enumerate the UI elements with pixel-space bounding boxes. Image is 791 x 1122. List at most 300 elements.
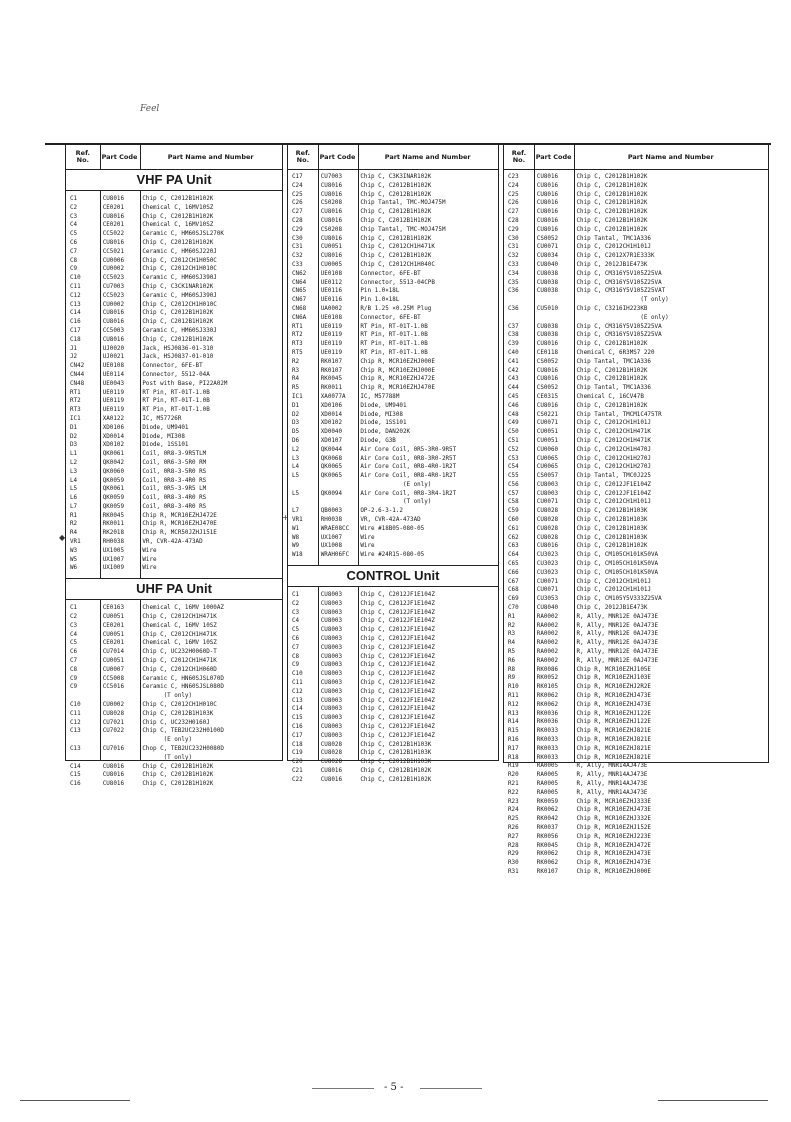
part-code: XD0102 — [102, 442, 124, 449]
part-code: CU7021 — [102, 719, 124, 726]
part-code: CU8016 — [536, 376, 559, 383]
parts-row — [288, 173, 498, 182]
part-name: Chip C, CM316Y5V105Z25VA — [576, 270, 662, 277]
ref-number: C30 — [508, 235, 519, 242]
ref-number: C11 — [70, 710, 81, 717]
part-name: Chip C, C2012B1H102K — [576, 341, 648, 348]
part-code: CU8040 — [536, 605, 559, 612]
part-name: RT Pin, RT-01T-1.0B — [360, 323, 428, 330]
part-code: CU8003 — [320, 600, 343, 607]
part-name: Chip R, MCR10EZHJ473E — [576, 851, 651, 858]
ref-number: C14 — [70, 310, 81, 317]
part-name: Chip C, C2012B1H102K — [576, 182, 648, 189]
part-code: CU7014 — [102, 649, 124, 656]
parts-row — [504, 771, 768, 780]
part-name: Chip C, C2012JF1E104Z — [360, 592, 435, 599]
part-name: Chemical C, 6R3MS7 220 — [576, 349, 655, 356]
part-code: CU8028 — [536, 508, 559, 515]
part-name: Chip C, C2012B1H102K — [576, 402, 648, 409]
parts-list — [66, 600, 282, 792]
part-name: Ceramic C, HM60SJ390J — [142, 275, 217, 282]
parts-row — [504, 393, 768, 402]
parts-row — [504, 323, 768, 332]
part-name: Chip R, MCR10EZHJ472E — [360, 376, 435, 383]
bottom-line-left — [20, 1100, 130, 1101]
part-code: XA0077A — [320, 393, 346, 400]
part-code: RA0002 — [536, 657, 559, 664]
parts-row — [288, 305, 498, 314]
part-name: Chip C, C2012B1H103K — [360, 759, 432, 766]
parts-row — [288, 367, 498, 376]
part-code: CE0201 — [102, 622, 124, 629]
part-code: CU8016 — [102, 763, 124, 770]
part-code: CC5021 — [102, 248, 124, 255]
parts-row — [66, 441, 282, 450]
part-code: UJ0021 — [102, 354, 124, 361]
part-name: Diode, 1SS101 — [142, 442, 189, 449]
part-code: CU8003 — [320, 732, 343, 739]
part-code: CU8003 — [320, 627, 343, 634]
ref-number: C18 — [70, 336, 81, 343]
part-name: Ceramic C, HN60SJSL080D — [142, 684, 224, 691]
parts-row — [288, 490, 498, 499]
ref-number: C44 — [508, 385, 519, 392]
part-code: CS0052 — [536, 385, 559, 392]
part-name: Chip C, C2012B1H102K — [142, 763, 214, 770]
part-code: RH0038 — [320, 517, 343, 524]
part-name: Chip R, MCR10EZHJ473E — [576, 860, 651, 867]
part-code: CU8003 — [320, 715, 343, 722]
parts-row — [288, 591, 498, 600]
ref-number: C15 — [292, 715, 303, 722]
ref-number: C61 — [508, 525, 519, 532]
ref-number: C50 — [508, 429, 519, 436]
section-title: CONTROL Unit — [288, 565, 498, 587]
part-name: Connector, 6FE-BT — [142, 363, 203, 370]
part-name: Chip R, MCR10EZHJ000E — [360, 367, 435, 374]
ref-number: L4 — [70, 477, 78, 484]
part-code: CS0052 — [536, 358, 559, 365]
ref-number: C9 — [70, 684, 78, 691]
column-header — [288, 145, 498, 170]
part-code: RK0107 — [320, 358, 343, 365]
column-divider — [318, 145, 319, 760]
parts-row — [66, 292, 282, 301]
part-code: QK0044 — [320, 446, 343, 453]
part-code: CU0051 — [536, 429, 559, 436]
part-code: UX1007 — [320, 534, 343, 541]
part-code: CU8016 — [102, 310, 124, 317]
part-name: Ceramic C, HM60SJ220J — [142, 248, 217, 255]
ref-number: C69 — [508, 596, 519, 603]
part-code: CU8003 — [320, 662, 343, 669]
column-divider — [140, 145, 141, 760]
ref-number: R27 — [508, 833, 519, 840]
ref-number: R18 — [508, 754, 519, 761]
part-name: Wire — [360, 543, 375, 550]
part-name: Chip C, C2012B1H103K — [576, 525, 648, 532]
parts-row — [66, 230, 282, 239]
parts-row — [504, 762, 768, 771]
parts-row — [66, 494, 282, 503]
parts-row — [66, 353, 282, 362]
binding-mark-mid: + — [282, 513, 289, 522]
parts-row — [288, 279, 498, 288]
ref-number: C29 — [292, 226, 303, 233]
parts-row — [504, 674, 768, 683]
part-name: Chip C, 2012JB1E473K — [576, 261, 648, 268]
parts-row — [288, 749, 498, 758]
parts-row — [66, 745, 282, 754]
ref-number: C9 — [70, 266, 78, 273]
ref-number: C1 — [292, 592, 300, 599]
parts-row — [66, 345, 282, 354]
parts-list — [288, 587, 498, 788]
ref-number: C30 — [292, 235, 303, 242]
parts-row — [504, 578, 768, 587]
parts-row — [288, 446, 498, 455]
part-name: Chip R, MCR10EZHJ2R2E — [576, 684, 651, 691]
ref-number — [288, 498, 318, 507]
ref-number: C3 — [70, 622, 78, 629]
parts-row — [288, 551, 498, 560]
parts-row — [288, 419, 498, 428]
ref-number: C49 — [508, 420, 519, 427]
ref-number: W18 — [292, 552, 303, 559]
ref-number: C8 — [70, 257, 78, 264]
part-code: CE0201 — [102, 640, 124, 647]
parts-row — [66, 639, 282, 648]
part-code: UJ0020 — [102, 345, 124, 352]
part-code — [318, 498, 358, 507]
part-code: CU8028 — [102, 710, 124, 717]
binding-mark-left: ◆ — [59, 533, 66, 542]
ref-number: R22 — [508, 789, 519, 796]
parts-row — [504, 252, 768, 261]
part-code: CU8016 — [320, 191, 343, 198]
part-name: Chip C, C2012CH1H010C — [142, 702, 217, 709]
part-code: CU8016 — [320, 209, 343, 216]
part-code: CU8028 — [320, 750, 343, 757]
part-code: CC5016 — [102, 684, 124, 691]
column-header — [504, 145, 768, 170]
part-name: Chip C, C2012JF1E104Z — [360, 732, 435, 739]
part-name: Chip C, C2012B1H102K — [576, 226, 648, 233]
ref-number: C33 — [292, 261, 303, 268]
part-code: CU8016 — [536, 226, 559, 233]
part-name: Chip C, C2012B1H102K — [142, 336, 214, 343]
part-name: Chip C, C2012CH1H471K — [360, 244, 435, 251]
part-code: XD0106 — [320, 402, 343, 409]
parts-row — [66, 556, 282, 565]
part-name: Chip R, MCR10EZHJ470E — [142, 521, 217, 528]
part-name: Chip C, C2012CH1H060D — [142, 666, 217, 673]
ref-number: R19 — [508, 763, 519, 770]
parts-row — [66, 265, 282, 274]
parts-row — [288, 437, 498, 446]
part-name: Chemical C, 16MV10SZ — [142, 204, 214, 211]
parts-row — [66, 503, 282, 512]
part-code: CU0002 — [102, 266, 124, 273]
ref-number: C67 — [508, 578, 519, 585]
ref-number: C1 — [70, 196, 78, 202]
parts-row — [288, 314, 498, 323]
part-name: Pin 1.0×18L — [360, 288, 400, 295]
part-name: Chip R, MCR10EZHJ473E — [576, 701, 651, 708]
part-name: Ceramic C, HM60SJSL270K — [142, 231, 224, 238]
part-name: Chip C, C2012B1H102K — [142, 310, 214, 317]
ref-number — [504, 314, 534, 323]
ref-number: R12 — [508, 701, 519, 708]
part-code: CU8003 — [320, 609, 343, 616]
ref-number: CN6A — [292, 314, 307, 321]
parts-row — [288, 542, 498, 551]
ref-number: R1 — [508, 613, 516, 620]
part-code: UE0112 — [320, 279, 343, 286]
part-code: CU0051 — [102, 614, 124, 621]
part-code: CU8003 — [320, 618, 343, 625]
part-code: XD0040 — [320, 429, 343, 436]
part-code: CU0051 — [102, 658, 124, 665]
part-code: RK0033 — [536, 754, 559, 761]
part-code: CU8003 — [320, 653, 343, 660]
parts-row — [504, 191, 768, 200]
parts-row — [504, 657, 768, 666]
part-code: UX1005 — [102, 547, 124, 554]
ref-number: C24 — [508, 182, 519, 189]
part-name: Chip Tantal, TMC-MOJ475M — [360, 226, 446, 233]
parts-row — [66, 763, 282, 772]
part-name: Chip C, C2012JF1E104Z — [360, 706, 435, 713]
parts-row — [66, 283, 282, 292]
part-code: CU8016 — [102, 239, 124, 246]
part-code: XD0014 — [102, 433, 124, 440]
part-code: CU8028 — [320, 759, 343, 766]
ref-number: L7 — [292, 508, 300, 515]
part-code: UE0114 — [102, 371, 124, 378]
part-name: RT Pin, RT-01T-1.0B — [142, 398, 210, 405]
part-name: Wire — [142, 565, 157, 572]
ref-number: W3 — [70, 547, 78, 554]
parts-row — [504, 261, 768, 270]
ref-number: W1 — [292, 525, 300, 532]
ref-number: CN62 — [292, 270, 307, 277]
part-name: Chip C, C2012CH1H471K — [142, 631, 217, 638]
part-code: RA0002 — [536, 613, 559, 620]
parts-row — [288, 534, 498, 543]
part-code: CU8034 — [536, 253, 559, 260]
ref-number: R17 — [508, 745, 519, 752]
part-code: CS0208 — [320, 226, 343, 233]
part-code: RK0062 — [536, 701, 559, 708]
part-code: CU8016 — [536, 367, 559, 374]
parts-row — [504, 507, 768, 516]
part-code — [100, 754, 140, 763]
part-code: CU0071 — [536, 244, 559, 251]
part-code: QK0060 — [102, 468, 124, 475]
parts-row — [504, 534, 768, 543]
parts-row — [288, 287, 498, 296]
part-name: R, Ally, MNR14AJ473E — [576, 763, 648, 770]
part-name: Diode, 1SS101 — [360, 420, 407, 427]
part-name: Chip C, C2012JF1E104Z — [360, 644, 435, 651]
part-code: RA0002 — [536, 649, 559, 656]
part-code: CU8028 — [536, 534, 559, 541]
ref-number: IC1 — [70, 415, 81, 422]
part-name: Connector, 6FE-BT — [360, 314, 421, 321]
parts-row — [504, 419, 768, 428]
parts-row — [66, 362, 282, 371]
ref-number: C11 — [70, 283, 81, 290]
parts-row — [66, 683, 282, 692]
part-name: Diode, UM9401 — [142, 424, 189, 431]
part-code: CE0118 — [536, 349, 559, 356]
parts-row — [66, 213, 282, 222]
ref-number: C39 — [508, 341, 519, 348]
ref-number: R9 — [508, 675, 516, 682]
part-name: Ceramic C, HM60SJ330J — [142, 327, 217, 334]
parts-row — [288, 741, 498, 750]
part-name: Chip C, C2012CH1H101J — [576, 587, 651, 594]
part-code: CU0071 — [536, 499, 559, 506]
parts-row — [288, 758, 498, 767]
part-code: CU0006 — [102, 257, 124, 264]
part-code: CU8016 — [536, 217, 559, 224]
parts-row — [66, 485, 282, 494]
parts-row — [288, 463, 498, 472]
part-name: RT Pin, RT-01T-1.0B — [142, 389, 210, 396]
bottom-line-right — [658, 1100, 768, 1101]
part-name: Air Core Coil, 0R8-3R0-2R5T — [360, 455, 457, 462]
part-code: CS0208 — [320, 200, 343, 207]
part-code: CU8038 — [536, 323, 559, 330]
part-code: RK0036 — [536, 710, 559, 717]
parts-row — [504, 604, 768, 613]
parts-row — [288, 635, 498, 644]
parts-row — [66, 666, 282, 675]
part-name: Chip R, MCR10EZHJ122E — [576, 710, 651, 717]
part-name: Chip C, C2012B1H102K — [576, 209, 648, 216]
part-name: Chip C, C2012B1H102K — [142, 781, 214, 788]
parts-row — [504, 789, 768, 798]
part-code: CU8016 — [320, 776, 343, 783]
parts-row — [504, 710, 768, 719]
ref-number: C10 — [70, 702, 81, 709]
part-name: Connector, 5512-04A — [142, 371, 210, 378]
part-code: RK0107 — [320, 367, 343, 374]
parts-row — [504, 595, 768, 604]
part-code: UE0108 — [320, 314, 343, 321]
parts-row — [504, 279, 768, 288]
part-name: Chip C, CM316Y5V105Z25VA — [576, 323, 662, 330]
part-name: Chip C, C2012B1H103K — [576, 517, 648, 524]
ref-number: C8 — [70, 666, 78, 673]
part-name: Chip C, C2012B1H103K — [576, 508, 648, 515]
part-code: CU8028 — [536, 517, 559, 524]
parts-row — [288, 226, 498, 235]
ref-number: C27 — [508, 209, 519, 216]
part-name: R, Ally, MNR14AJ473E — [576, 772, 648, 779]
part-name: Chip C, C2012JF1E104Z — [360, 671, 435, 678]
ref-number: C3 — [70, 213, 78, 220]
part-name: (T only) — [576, 297, 669, 304]
parts-row — [288, 626, 498, 635]
part-code: CU0071 — [536, 420, 559, 427]
part-code: CU8003 — [320, 680, 343, 687]
parts-row — [504, 349, 768, 358]
part-name: Chip C, C2012CH1H471K — [142, 658, 217, 665]
part-name: Chip C, C2012B1H102K — [360, 217, 432, 224]
part-name: Chip C, TEB2UC232H0100D — [142, 728, 224, 735]
part-code: CU5010 — [536, 305, 559, 312]
part-name: Chip C, C2012B1H103K — [360, 750, 432, 757]
part-code: UE0119 — [320, 323, 343, 330]
part-name: VR, CVR-42A-473AD — [360, 517, 421, 524]
part-code: UA0002 — [320, 305, 343, 312]
parts-row — [288, 323, 498, 332]
ref-number: CN42 — [70, 363, 85, 370]
parts-row — [288, 732, 498, 741]
part-code: CU3023 — [536, 552, 559, 559]
parts-row — [66, 450, 282, 459]
part-code: CC5003 — [102, 327, 124, 334]
part-name: (T only) — [142, 693, 193, 700]
part-code: CU8016 — [320, 217, 343, 224]
part-name: Chip R, MCR10EZHJ473E — [576, 693, 651, 700]
ref-number: C11 — [292, 680, 303, 687]
ref-number: W6 — [70, 565, 78, 572]
ref-number: C34 — [508, 270, 519, 277]
part-code: CU0051 — [102, 631, 124, 638]
parts-row — [504, 516, 768, 525]
part-code: RK0033 — [536, 737, 559, 743]
ref-number: L3 — [292, 455, 300, 462]
parts-row — [288, 767, 498, 776]
parts-row — [504, 683, 768, 692]
ref-number: C8 — [292, 653, 300, 660]
part-name: Chip R, MCR50JZHJ151E — [142, 530, 217, 537]
part-code: CU8028 — [536, 525, 559, 532]
ref-number: VR1 — [70, 539, 81, 546]
ref-number: C6 — [70, 239, 78, 246]
part-code: CU8016 — [320, 768, 343, 774]
part-code: CU8003 — [320, 592, 343, 599]
parts-row — [504, 648, 768, 657]
part-code — [534, 296, 574, 305]
parts-row — [504, 569, 768, 578]
ref-number: J2 — [70, 354, 78, 361]
part-name: Chip C, C2012JF1E104Z — [360, 715, 435, 722]
parts-row — [66, 397, 282, 406]
ref-number: R4 — [292, 376, 300, 383]
part-code: CU7022 — [102, 728, 124, 735]
part-code: CU0051 — [536, 437, 559, 444]
parts-row — [504, 666, 768, 675]
part-code: UE0119 — [320, 349, 343, 356]
parts-row — [288, 384, 498, 393]
ref-number: C62 — [508, 534, 519, 541]
part-name: Wire — [142, 547, 157, 554]
part-code: CU7003 — [320, 174, 343, 180]
part-name: Chip C, C2012JF1E104Z — [360, 600, 435, 607]
ref-number: J1 — [70, 345, 78, 352]
part-name: Chip C, C2012B1H102K — [576, 200, 648, 207]
parts-row — [288, 217, 498, 226]
part-name: RT Pin, RT-01T-1.0B — [142, 407, 210, 414]
parts-row — [288, 516, 498, 525]
parts-row — [504, 701, 768, 710]
ref-number: D6 — [292, 437, 300, 444]
